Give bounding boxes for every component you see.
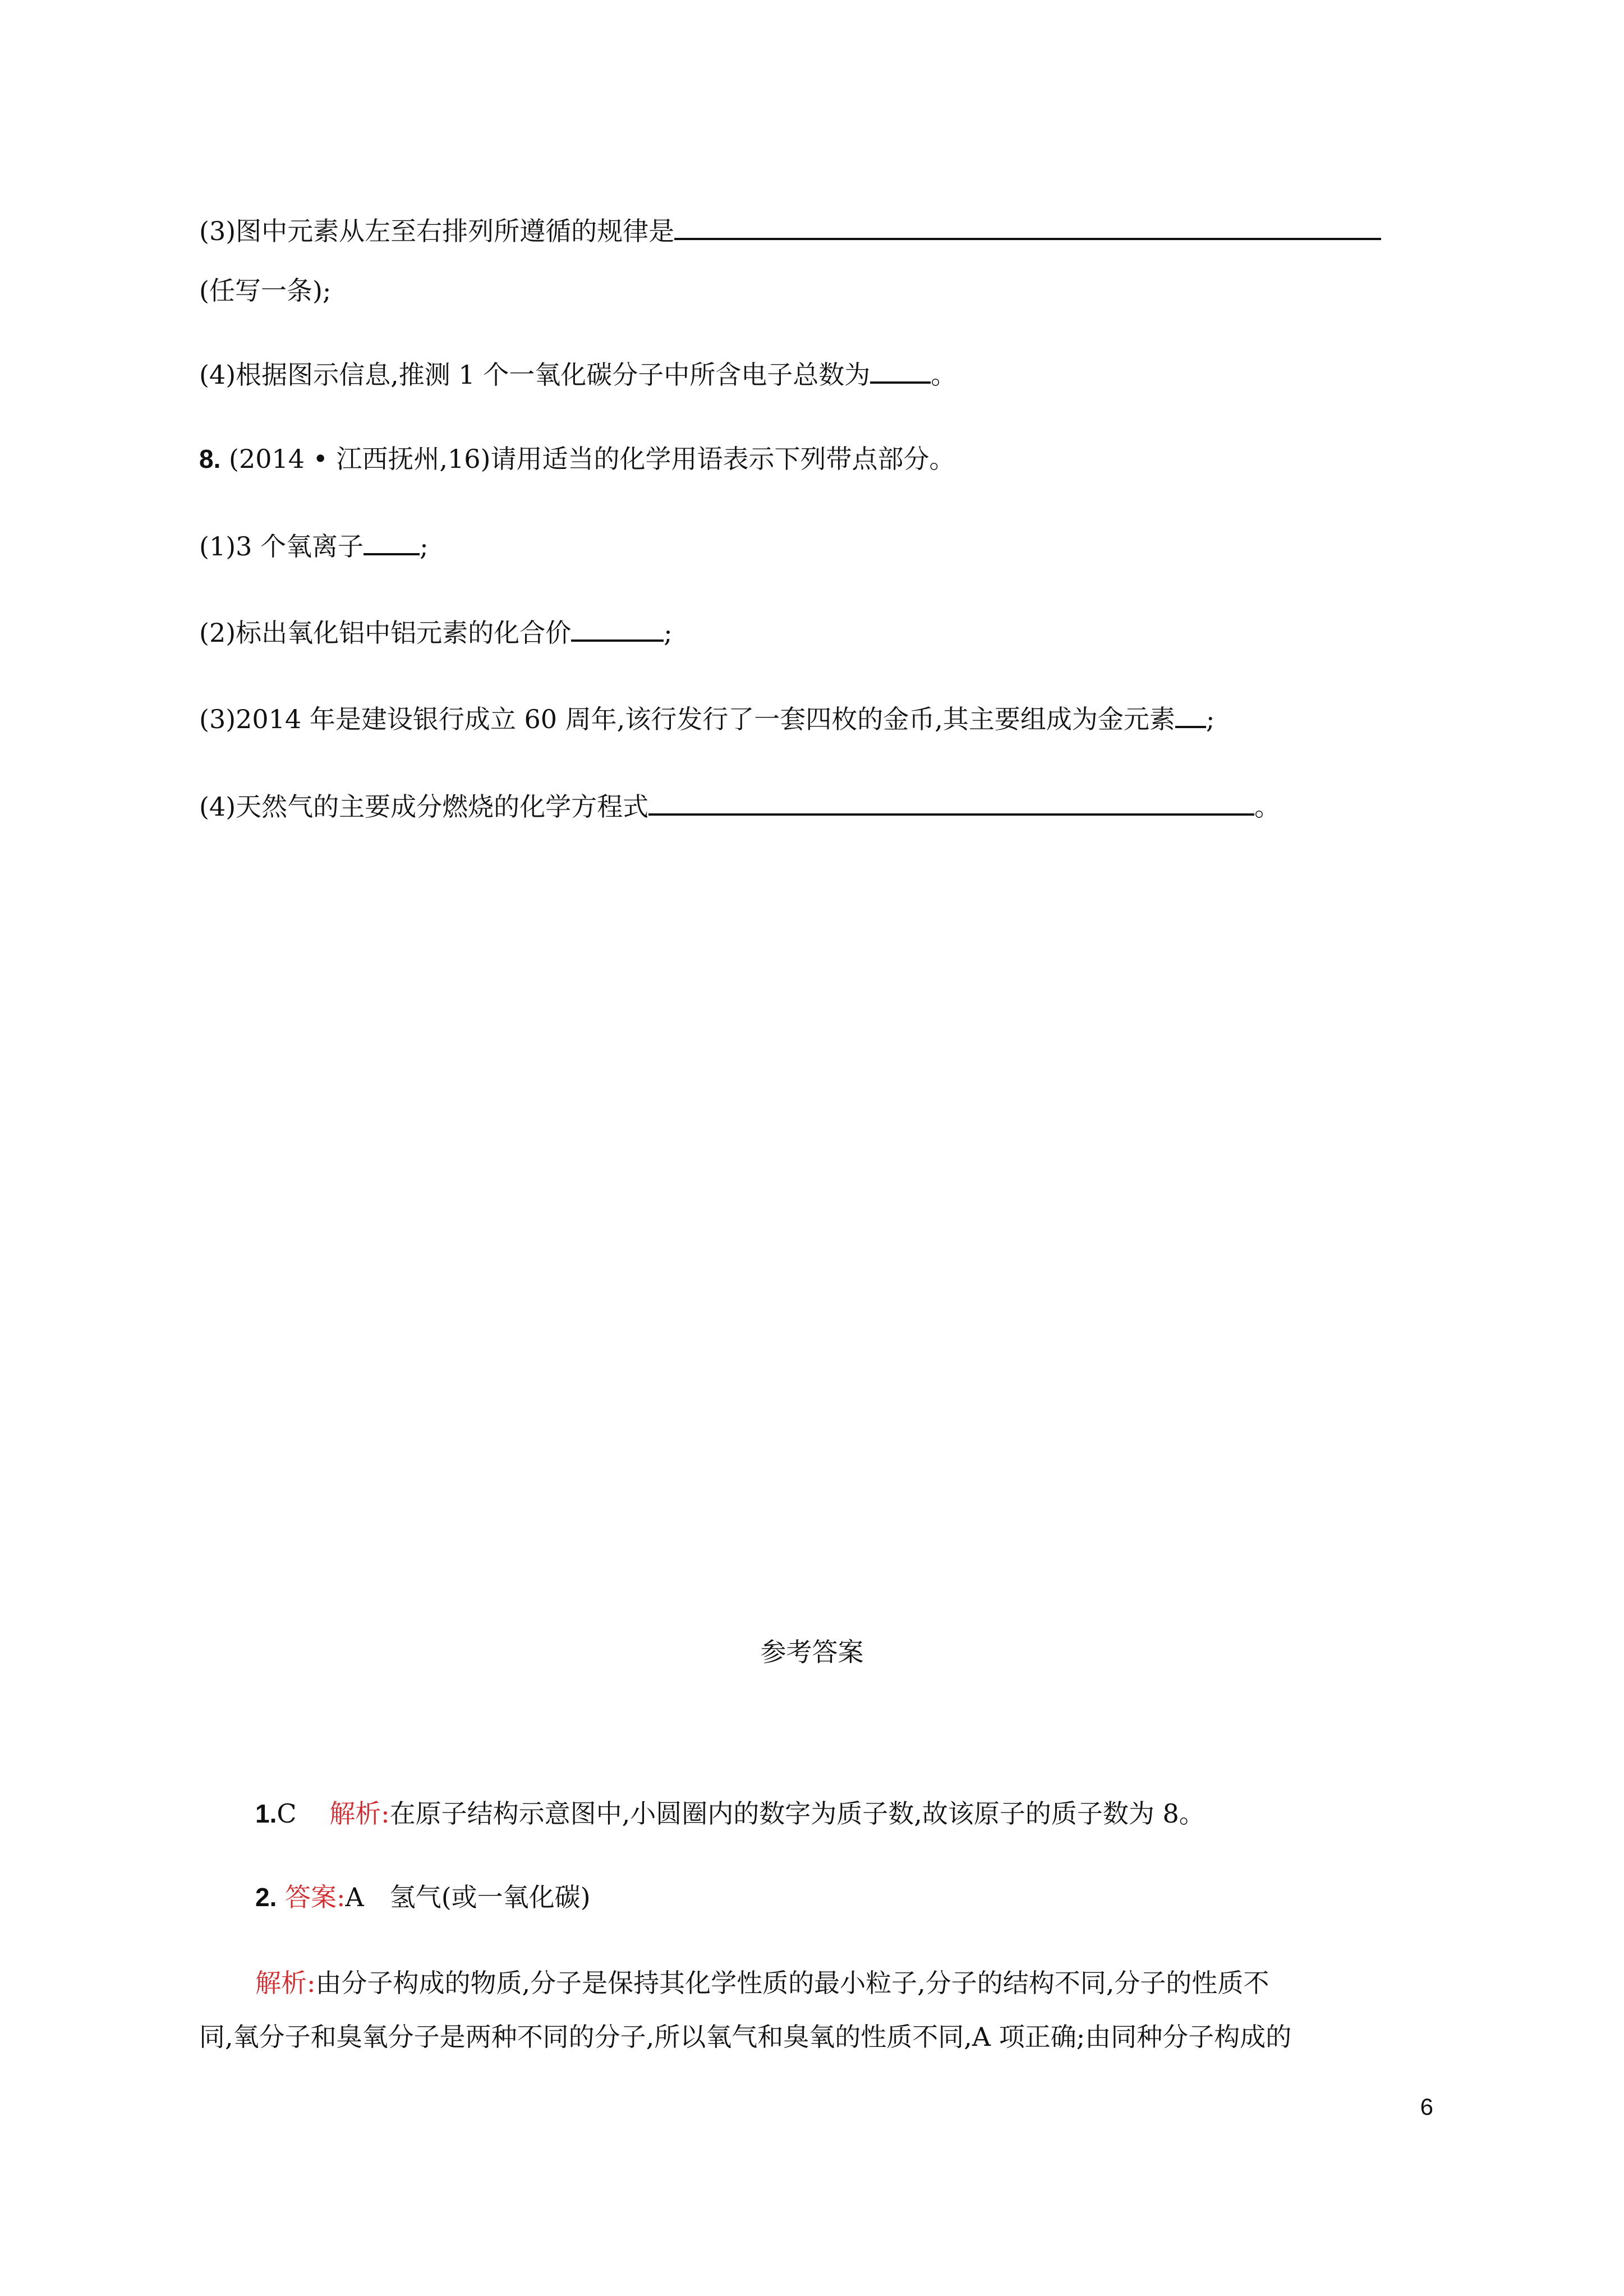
answer-1-text: 在原子结构示意图中,小圆圈内的数字为质子数,故该原子的质子数为 8。 (389, 1798, 1205, 1829)
answer-2-label: 答案: (285, 1882, 346, 1912)
q8-1-blank (364, 528, 420, 555)
q7-4-end: 。 (931, 360, 957, 390)
answer-2-explanation-line-1 (255, 1966, 1269, 2000)
answer-2-explanation-label: 解析: (255, 1968, 316, 1998)
q8-4-text: (4)天然气的主要成分燃烧的化学方程式 (199, 792, 649, 822)
q8-3-text: (3)2014 年是建设银行成立 60 周年,该行发行了一套四枚的金币,其主要组成为金元素 (199, 704, 1175, 734)
answer-2-number: 2. (255, 1883, 277, 1912)
q8-3-blank (1175, 701, 1206, 728)
q8-1-line (199, 528, 429, 563)
answer-2-explanation-line-2: 同,氧分子和臭氧分子是两种不同的分子,所以氧气和臭氧的性质不同,A 项正确;由同种分子构成的 (199, 2022, 1292, 2052)
answer-2-explanation-text-1: 由分子构成的物质,分子是保持其化学性质的最小粒子,分子的结构不同,分子的性质不 (315, 1968, 1269, 1998)
answer-2 (255, 1880, 591, 1914)
answer-1-choice: C (277, 1798, 297, 1829)
q8-3-end: ; (1206, 704, 1215, 734)
q8-1-text: (1)3 个氧离子 (199, 531, 364, 562)
answer-1-label: 解析: (329, 1798, 390, 1829)
q7-3-cont: (任写一条); (199, 275, 332, 306)
q8-4-end: 。 (1254, 792, 1281, 822)
q8-2-blank (571, 615, 664, 642)
q8-2-end: ; (664, 618, 673, 648)
answer-1-number: 1. (255, 1799, 277, 1828)
answer-1 (255, 1797, 1205, 1830)
q8-heading (199, 442, 955, 476)
q7-3-text: (3)图中元素从左至右排列所遵循的规律是 (199, 216, 675, 246)
q8-text: (2014 • 江西抚州,16)请用适当的化学用语表示下列带点部分。 (229, 444, 955, 474)
q8-number: 8. (199, 444, 221, 473)
q7-3-blank (674, 213, 1381, 240)
q7-4-blank (870, 357, 931, 384)
q8-3-line (199, 701, 1214, 736)
q8-4-line (199, 789, 1280, 823)
q8-1-end: ; (420, 531, 429, 562)
q8-4-blank (648, 789, 1254, 816)
answers-heading: 参考答案 (760, 1637, 864, 1667)
q7-4-line (199, 357, 956, 392)
answer-2-text: A 氢气(或一氧化碳) (345, 1882, 591, 1912)
q7-3-line (199, 213, 1381, 248)
page-number: 6 (1420, 2093, 1433, 2120)
q8-2-line (199, 615, 673, 650)
q7-4-text: (4)根据图示信息,推测 1 个一氧化碳分子中所含电子总数为 (199, 360, 871, 390)
q8-2-text: (2)标出氧化铝中铝元素的化合价 (199, 618, 572, 648)
